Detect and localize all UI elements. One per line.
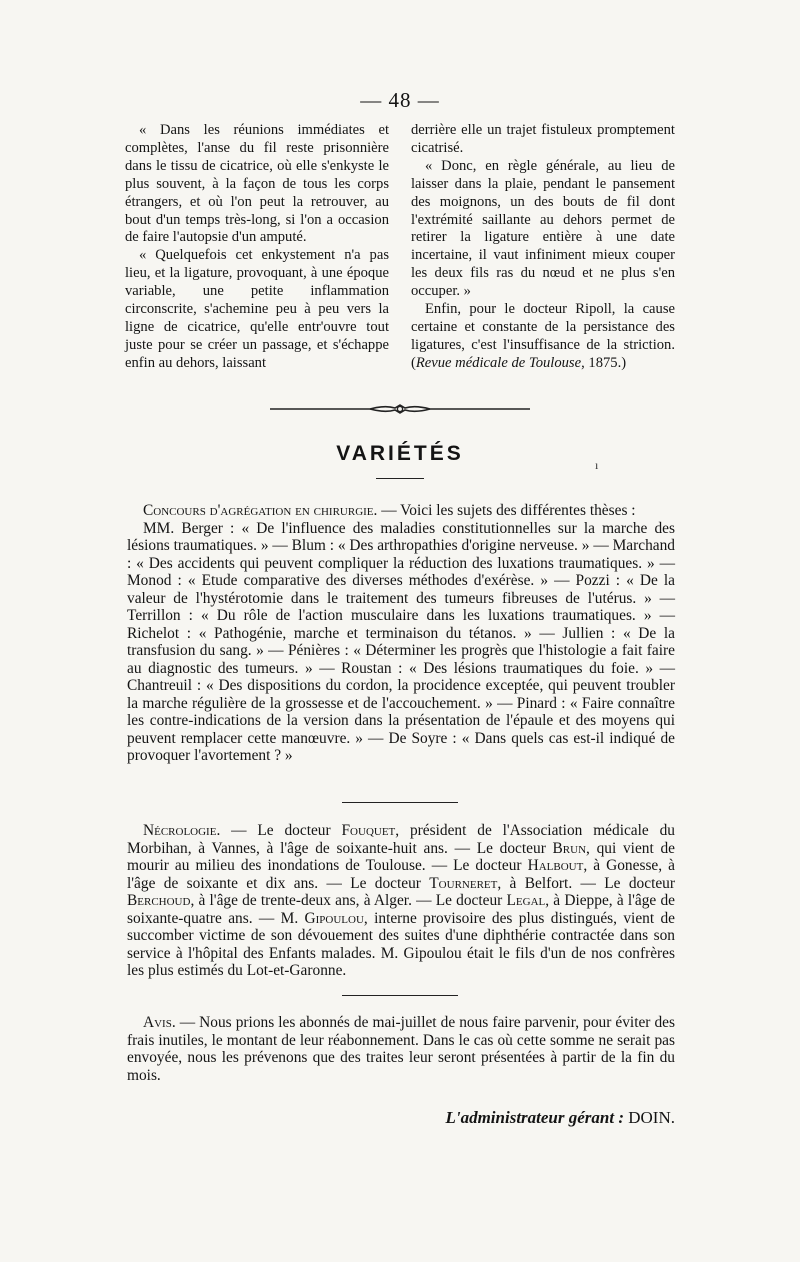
title-underline — [376, 478, 424, 479]
section-title: VARIÉTÉS — [336, 442, 464, 465]
fleuron-divider — [270, 402, 530, 416]
right-continuation: derrière elle un trajet fistuleux promptement cicatrisé. — [411, 122, 675, 156]
signature-label: L'administrateur gérant : — [445, 1108, 624, 1127]
concours-intro — [127, 502, 675, 520]
two-column-text — [125, 122, 675, 373]
necrologie-text-5: , à Belfort. — Le docteur — [497, 874, 675, 892]
section-rule-1 — [342, 802, 458, 803]
avis-section — [127, 1014, 675, 1084]
concours-intro-text: — Voici les sujets des différentes thèses : — [377, 502, 636, 519]
name-berchoud: Berchoud — [127, 892, 191, 909]
signature — [395, 1108, 675, 1128]
left-paragraph-2: « Quelquefois cet enkystement n'a pas lieu, et la ligature, provoquant, à une époque variable, une petite inflammation circonscrite, s'achemine peu à peu vers la ligne de cicatrice, qu'elle entr'ouvre tout juste pour se créer un passage, et s'échappe enfin au dehors, laissant — [125, 247, 389, 371]
avis-body — [127, 1014, 675, 1084]
name-gipoulou: Gipoulou — [304, 909, 364, 927]
right-column — [411, 122, 675, 373]
stray-mark: ı — [595, 458, 599, 472]
concours-body: MM. Berger : « De l'influence des maladies constitutionnelles sur la marche des lésions traumatiques. » — Blum : « Des arthropathies d'origine nerveuse. » — Marchand : « Des accidents qui peuvent compliquer la réduction des luxations traumatiques. » — Monod : « Etude comparative des diverses méthodes d'exérèse. » — Pozzi : « De la valeur de l'hystérotomie dans le traitement des tumeurs fibreuses de l'utérus. » — Terrillon : « Du rôle de l'action musculaire dans les luxations traumatiques. » — Richelot : « Pathogénie, marche et terminaison du tétanos. » — Jullien : « De la transfusion du sang. » — Pénières : « Déterminer les progrès que l'histologie a fait faire au diagnostic des tumeurs. » — Roustan : « Des lésions traumatiques du foie. » — Chantreuil : « Des dispositions du cordon, la procidence exceptée, qui peuvent troubler la marche régulière de la grossesse et de l'accouchement. » — Pinard : « Faire connaître les contre-indications de la version dans la présentation de l'épaule et des moyens qui peuvent remplacer cette manœuvre. » — De Soyre : « Dans quels cas est-il indiqué de provoquer l'avortement ? » — [127, 519, 675, 764]
necrologie-text-8: , interne provisoire des plus distingués, vient de succomber victime de son dévouement des suites d'une diphthérie contractée dans son service à l'hôpital des Enfants malades. M. Gipoulou était le fils d'un de nos confrères les plus estimés du Lot-et-Garonne. — [127, 909, 676, 979]
page-number: — 48 — — [360, 88, 440, 112]
concours-section — [127, 502, 675, 765]
name-legal: Legal — [506, 892, 546, 909]
citation-year: , 1875.) — [581, 354, 627, 371]
avis-heading: Avis. — [143, 1014, 176, 1031]
source-citation: Revue médicale de Toulouse — [415, 354, 582, 371]
necrologie-text-4: , à Gonesse, à l'âge de soixante et dix ans. — Le docteur — [127, 857, 675, 892]
necrologie-body — [127, 822, 675, 980]
name-brun: Brun — [552, 839, 587, 857]
ripoll-text: Enfin, pour le docteur Ripoll, la cause certaine et constante de la persistance des ligatures, c'est l'insuffisance de la striction. ( — [411, 301, 675, 371]
concours-heading: Concours d'agrégation en chirurgie. — [143, 502, 378, 519]
necrologie-section — [127, 822, 675, 980]
section-rule-2 — [342, 995, 458, 996]
name-tourneret: Tourneret — [429, 874, 498, 892]
necrologie-text-3: , qui vient de mourir au milieu des inondations de Toulouse. — Le docteur — [127, 839, 675, 874]
left-paragraph-1: « Dans les réunions immédiates et complètes, l'anse du fil reste prisonnière dans le tissu de cicatrice, où elle s'enkyste le plus souvent, à la façon de tous les corps étrangers, et où l'on peut la retrouver, au bout d'un temps très-long, si l'on a occasion de faire l'autopsie d'un amputé. — [125, 122, 389, 246]
necrologie-heading: Nécrologie. — [143, 822, 221, 839]
right-paragraph-2: « Donc, en règle générale, au lieu de laisser dans la plaie, pendant le pansement des moignons, un des bouts de fil dont l'extrémité saillante au dehors permet de retirer la ligature entière à une date incertaine, il vaut infiniment mieux couper les deux fils ras du nœud et ne plus s'en occuper. » — [411, 157, 675, 300]
name-halbout: Halbout — [527, 857, 584, 874]
name-fouquet: Fouquet — [341, 822, 396, 839]
signature-name: DOIN. — [628, 1108, 675, 1127]
necrologie-text-1: — Le docteur — [220, 822, 342, 839]
necrologie-text-6: , à l'âge de trente-deux ans, à Alger. — Le docteur — [190, 892, 507, 909]
necrologie-text-2: , président de l'Association médicale du Morbihan, à Vannes, à l'âge de soixante-huit ans. — Le docteur — [127, 822, 675, 857]
right-paragraph-3 — [411, 301, 675, 373]
necrologie-text-7: , à Dieppe, à l'âge de soixante-quatre ans. — M. — [127, 892, 675, 927]
left-column — [125, 122, 389, 373]
avis-text: — Nous prions les abonnés de mai-juillet de nous faire parvenir, pour éviter des frais inutiles, le montant de leur réabonnement. Dans le cas où cette somme ne serait pas envoyée, nous les prévenons que des traites leur seront présentées à partir de la fin du mois. — [127, 1014, 675, 1084]
